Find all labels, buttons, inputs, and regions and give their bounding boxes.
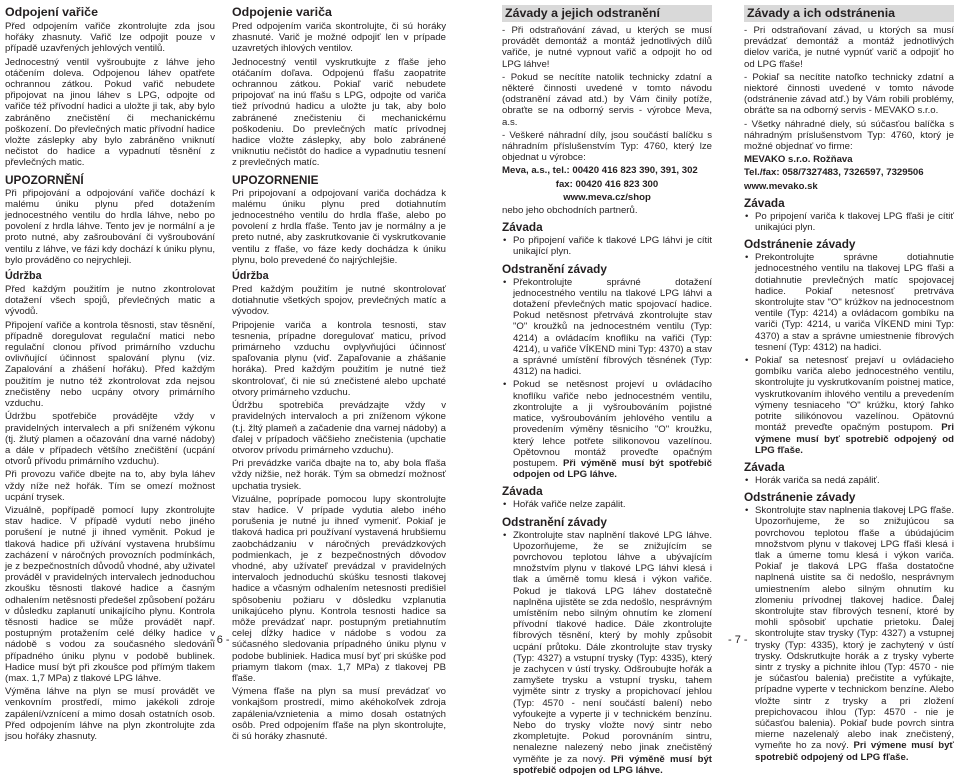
section-heading: Odpojení vařiče (5, 5, 98, 19)
manufacturer-fax: fax: 00420 416 823 300 (555, 178, 659, 190)
fault-heading: Závada (502, 220, 543, 235)
list-item (744, 505, 954, 763)
column-slovak-troubleshooting (744, 5, 954, 763)
fault-list (502, 235, 712, 257)
paragraph: Pred každým použitím je nutné skontrolovať dotiahnutie všetkých spojov, prevlečných matíc a vývodov. (232, 284, 446, 318)
fault-list (502, 499, 712, 510)
fix-text: Zkontrolujte stav naplnění tlakové LPG láhve. Upozorňujeme, že se znižujícím se povrchovou teplotou láhve a ubývajícím množstvím plynu v tlakové LPG láhvi klesá i tlak a úměrně tomu klesá i výkon vařiče. Pokud je tlaková LPG láhev dostatečně naplněna ujistěte se zda nedošlo, nesprávným umístěním nebo silným ohnutím ke zlomení přívodní tlakové hadice. Dále zkontrolujte fíbrových těsnění, který by mohly způsobit ucpání průtoku. Dále zkontrolujte stav trysky (Typ: 4327) a vstupní trysky (Typ: 4335), který je zachycen v ústí trysky. Odšroubujte hořák a zamyšete trysku a vstupní trysku, tahem vyjměte sintr z trysky a propichovací jehlou (Typ: 4570 - není součástí balení) nebo vyfoukejte a vyperte ji v technickém benzínu. Nebo do trysky vložte nový sintr nebo zkompletujte. Pokud porovnáním sintru, nenalezne nalezený nebo jinak znečistěný vyměňte je za nový. (513, 529, 712, 765)
list-item: • Po pripojení variča k tlakovej LPG fľaši je cítiť unikajúci plyn. (744, 211, 954, 233)
list-item: • Po připojení vařiče k tlakové LPG láhvi je cítit unikající plyn. (502, 235, 712, 257)
fault-list (744, 211, 954, 233)
fault-heading: Závada (502, 484, 543, 499)
paragraph: Vizuálně, popřípadě pomocí lupy zkontrolujte stav hadice. V případě vydutí nebo jiného porušení je nutné ji ihned vyměnit. Pokud je tlaková hadice při užívání vystavena hrubšímu zacházení v náročných provozních podmínkách, je z bezpečnostních důvodů vhodné, aby uživatel prováděl v pravidelných intervalech jednoduchou zkoušku těsnosti tlakové hadice a časným odhalením netěsnosti předešel způsobení požáru v důsledku zaplanutí unikajícího plynu. Kontrola těsnosti hadice se může provádět např. postupným protažením celé délky hadice v nádobě s vodou za současného sledování případného úniku plynu v podobě bublinek. Hadice musí být při zkoušce pod přímým tlakem (max. 1,7 MPa) z tlakové LPG láhve. (5, 504, 215, 684)
fix-heading: Odstranění závady (502, 514, 607, 529)
list-item: - Při odstraňování závad, u kterých se musí provádět demontáž a montáž jednotlivých dílů vařiče, je nutné vypnout vařič a odpojit ho od LPG láhve! (502, 25, 712, 70)
warning-text: Pri výmene musí byť spotrebič odpojený od LPG fľaše. (755, 422, 954, 456)
paragraph: Pri prevádzke variča dbajte na to, aby bola fľaša vždy nižšie, než horák. Tým sa obmedzí možnosť upchatia trysiek. (232, 458, 446, 492)
paragraph: Připojení vařiče a kontrola těsnosti, stav těsnění, případně doregulovat regulační matici nebo regulační clonou přívod primárního vzduchu ovlivňující účinnost spalování plynu (viz. Zapalování a zhášení hořáku). Před každým použitím je nutno též zkontrolovat zda nejsou znečistěny nebo ucpány otvory primárního vzduchu. (5, 319, 215, 410)
distributor-contact: MEVAKO s.r.o. Rožňava (744, 154, 853, 166)
list-item: • Hořák vařiče nelze zapálit. (502, 499, 712, 510)
warning-heading: UPOZORNENIE (232, 172, 319, 187)
paragraph: Pri pripojovaní a odpojovaní variča dochádza k malému úniku plynu pred dotiahnutím jednocestného ventilu do hrdla fľaše, alebo po povolení z hrdla fľaše. Tento jav je normálny a je preto nutné, aby zaskrutkovanie či vyskrutkovanie ventilu z fľaše, vo fáze kedy dochádza k úniku plynu, bolo prevedené čo najrýchlejšie. (232, 187, 446, 266)
section-heading: Závady a jejich odstranění (505, 6, 660, 20)
warning-text: Při výměně musí být spotřebič odpojen od LPG láhve. (513, 457, 712, 481)
list-item: • Prekontrolujte správne dotiahnutie jednocestného ventilu na tlakovej LPG fľaši a dotiahnutie prevlečných matíc spojovacej hadice. Pokiaľ netesnosť pretrváva skontrolujte stav "O" krúžkov na jednocestnom ventile (Typ: 4214) a ovládacom gombíku na variči (Typ: 4214, u variča VÍKEND mini Typ: 4370) a stav a správne umiestnenie fíbrových tesnení (Typ: 4312) na hadici. (744, 252, 954, 353)
page-number-left: - 6 - (210, 634, 230, 646)
paragraph: Údržbu spotrebiča prevádzajte vždy v pravidelných intervaloch a pri zníženom výkone (t.j. žltý plameň a začadenie dna varnej nádoby) a ďalej v prípadoch väčšieho znečistenia (upchatie otvorov prívodu primárneho vzduchu). (232, 400, 446, 456)
section-heading: Odpojenie variča (232, 5, 332, 19)
fix-list (502, 530, 712, 776)
warning-heading: UPOZORNĚNÍ (5, 172, 84, 187)
fault-list (744, 475, 954, 486)
paragraph: Jednocestný ventil vyskrutkujte z fľaše jeho otáčaním doľava. Odpojenú fľašu zaopatrite ochrannou zátkou. Pokiaľ varič nebudete pripojovať na inú fľašu s LPG, odpojte od variča tiež prívodnú hadicu a uložte ju tak, aby bolo zabránené znečisteniu či mechanickému poškodeniu. Do prevlečných matíc prívodnej hadice vložte záslepky, aby bolo zabránené vniknutiu nečistôt do hadice a vypadnutiu tesnení z prevlečných matíc. (232, 56, 446, 169)
list-item: - Veškeré náhradní díly, jsou součástí balíčku s náhradním příslušenstvím Typ: 4760, který lze objednat u výrobce: (502, 129, 712, 164)
fix-heading: Odstránenie závady (744, 490, 856, 505)
section-heading: Údržba (5, 270, 42, 283)
fault-heading: Závada (744, 459, 785, 474)
list-item: • Překontrolujte správné dotažení jednocestného ventilu na tlakové LPG láhvi a dotažení převlečných matic spojovací hadice. Pokud netěsnost přetrvává zkontrolujte stav "O" kroužků na jednocestném ventilu (Typ: 4214) a ovládacím knoflíku na vařiči (Typ: 4214), u vařiče VÍKEND mini Typ: 4370) a stav a správné umístění fíbrových těsnének (Typ: 4312) na hadici. (502, 277, 712, 378)
fix-heading: Odstránenie závady (744, 237, 856, 252)
fix-text: Skontrolujte stav naplnenia tlakovej LPG fľaše. Upozorňujeme, že so znižujúcou sa povrchovou teplotou fľaše a úbúdajúcim množstvom plynu v tlakovej LPG fľaši klesá i tlak a úmerne tomu klesá i výkon variča. Pokiaľ je tlaková LPG fľaša dostatočne naplnená uistite sa či nedošlo, nesprávnym umiestnením alebo silným ohnutím ku zlomeniu prívodnej tlakovej hadice. Ďalej skontrolujte stav fíbrových tesnení, ktoré by mohli spôsobiť upchatie prietoku. Ďalej skontrolujte stav trysky (Typ: 4327) a vstupnej trysky (Typ: 4335), ktorý je zachytený v ústí trysky. Odskrutkujte horák a z trysky vyberte sintr z trysky a pichnite ihlou (Typ: 4570 - nie je súčasťou balenia) prečistite a vyfúkajte, prípadne vyperte v technickom benzíne. Alebo vložte sintr z trysky a pri zložení prepichovacou ihlou (Typ: 4570 - nie je súčasťou balenia). Pokiaľ bude povrch sintra mierne nazelenalý alebo inak znečistený, vymeňte ho za nový. (755, 505, 954, 752)
notes-list (744, 25, 954, 152)
column-czech-troubleshooting (502, 5, 712, 776)
paragraph: Jednocestný ventil vyšroubujte z láhve jeho otáčením doleva. Odpojenou láhev opatřete ochrannou zátkou. Pokud vařič nebudete připojovat na jinou láhev s LPG, odpojte od vařiče též přívodní hadici a uložte ji tak, aby bylo zabráněno znečistění či mechanickému poškození. Do převlečných matic přívodní hadice vložte záslepky aby bylo zabráněno vniknutí nečistot do hadice a vypadnutí těsnění z převlečných matic. (5, 56, 215, 169)
paragraph: Pripojenie variča a kontrola tesnosti, stav tesnenia, prípadne doregulovať maticu, prívod primárneho vzduchu ovplyvňujúci účinnosť spaľovania plynu (viď. Zapaľovanie a zhášanie horáka). Pred každým použitím je nutné tiež skontrolovať, či nie sú znečistené alebo upchaté otvory primárneho vzduchu. (232, 319, 446, 398)
fix-text: Pokud se netěsnost projeví u ovládacího knoflíku vařiče nebo jednocestném ventilu, zkontrolujte a ji vyšroubováním pojistné matice, vyšroubováním jehlového ventilu a provedením výměny těsnicího "O" kroužku, který lehce potřete silikonovou vazelínou. Opětovnou montáž proveďte opačným postupem. (513, 379, 712, 469)
list-item: - Pokiaľ sa necítite natoľko technicky zdatní a niektoré činnosti uvedené v tomto návode (odstránenie závad atď.) by Vám robili problémy, obráťte sa na odborný servis - MEVAKO s.r.o. (744, 71, 954, 117)
fault-heading: Závada (744, 195, 785, 210)
list-item (502, 379, 712, 480)
list-item: • Horák variča sa nedá zapáliť. (744, 475, 954, 486)
list-item (502, 530, 712, 776)
paragraph: Při připojování a odpojování vařiče dochází k malému úniku plynu před dotažením jednocestného ventilu do hrdla láhve, nebo po povolení z hrdla láhve. Tento jev je normální a je proto nutné, aby zašroubování či vyšroubování ventilu z láhve, ve fázi kdy dochází k úniku plynu, bylo prováděno co nejrychleji. (5, 187, 215, 266)
paragraph: Výměna láhve na plyn se musí provádět ve venkovním prostředí, mimo jakékoli zdroje zapálení/vznícení a mimo dosah ostatních osob. Před odpojením láhve na plyn zkontrolujte zda jsou hořáky zhasnuty. (5, 686, 215, 742)
warning-text: Při výměně musí být spotřebič odpojen od LPG láhve. (513, 753, 712, 776)
list-item: - Pri odstraňovaní závad, u ktorých sa musí prevádzať demontáž a montáž jednotlivých dielov variča, je nutné vypnúť varič a odpojiť ho od LPG fľaše! (744, 25, 954, 70)
fix-heading: Odstranění závady (502, 261, 607, 276)
paragraph: Pred odpojením variča skontrolujte, či sú horáky zhasnuté. Varič je možné odpojiť len v prípade uzavretých ihlových ventilov. (232, 21, 446, 55)
fix-list (744, 252, 954, 456)
fix-text: Pokiaľ sa netesnosť prejaví u ovládacieho gombíku variča alebo jednocestného ventilu, skontrolujte ju vyskrutkovaním poistnej matice, vyskrutkovaním ihlového ventilu a prevedením výmeny tesniaceho "O" krúžku, ktorý ľahko potrite silikónovou vazelínou. Opätovnú montáž preveďte opačným postupom. (755, 355, 954, 434)
paragraph: Před každým použitím je nutno zkontrolovat dotažení všech spojů, převlečných matic a vývodů. (5, 284, 215, 318)
fix-list (502, 277, 712, 481)
fix-list (744, 505, 954, 763)
section-heading: Údržba (232, 270, 269, 283)
list-item: - Pokud se necítíte natolik technicky zdatní a některé činnosti uvedené v tomto návodu (odstranění závad atd.) by Vám činily potíže, obraťte se na odborný servis - výrobce Meva, a.s. (502, 71, 712, 128)
notes-list (502, 25, 712, 163)
paragraph: Vizuálne, poprípade pomocou lupy skontrolujte stav hadice. V prípade vydutia alebo iného porušenia je nutné ju ihneď vymeniť. Pokiaľ je tlaková hadica pri používaní vystavená hrubšiemu zaobchádzaniu v náročných prevádzkových podmienkach, je z bezpečnostných dôvodov vhodné, aby užívateľ prevádzal v pravidelných intervaloch jednoduchú skúšku tesnosti tlakovej hadice a včasným odhalením netesnosti predišiel spôsobeniu požiaru v dôsledku vzplanutia unikajúceho plynu. Kontrola tesnosti hadice sa môže prevádzať napr. postupným pretiahnutím celej dĺžky hadice v nádobe s vodou za súčasného sledovania prípadného úniku plynu v podobe bubliniek. Hadica musí byť pri skúške pod priamym tlakom (max. 1,7 MPa) z tlakovej PB fľaše. (232, 493, 446, 684)
paragraph: Výmena fľaše na plyn sa musí prevádzať vo vonkajšom prostredí, mimo akéhokoľvek zdroja zapálenia/vznietenia a mimo dosah ostatných osôb. Pred odpojením fľaše na plyn skontrolujte, či sú horáky zhasnuté. (232, 686, 446, 742)
section-heading-band (502, 5, 712, 22)
paragraph: Před odpojením vařiče zkontrolujte zda jsou hořáky zhasnuty. Vařič lze odpojit pouze v případě uzavřených jehlových ventilů. (5, 21, 215, 55)
paragraph: Při provozu vařiče dbejte na to, aby byla láhev vždy níže než hořák. Tím se omezí možnost ucpání trysek. (5, 469, 215, 503)
distributor-web-link[interactable]: www.mevako.sk (744, 180, 818, 192)
section-heading-band (744, 5, 954, 22)
paragraph: nebo jeho obchodních partnerů. (502, 205, 638, 217)
section-heading: Závady a ich odstránenia (747, 6, 896, 20)
list-item: - Všetky náhradné diely, sú súčasťou balíčka s náhradným príslušenstvom Typ: 4760, ktorý je možné objednať vo firme: (744, 118, 954, 153)
manufacturer-shop-link[interactable]: www.meva.cz/shop (563, 191, 651, 203)
manufacturer-contact: Meva, a.s., tel.: 00420 416 823 390, 391, 302 (502, 165, 698, 177)
column-slovak-usage (232, 5, 446, 742)
distributor-phone: Tel./fax: 058/7327483, 7326597, 7329506 (744, 167, 924, 179)
column-czech-usage (5, 5, 215, 742)
warning-text: Pri výmene musí byť spotrebič odpojený od LPG fľaše. (755, 740, 954, 763)
list-item (744, 355, 954, 456)
paragraph: Údržbu spotřebiče provádějte vždy v pravidelných intervalech a při sníženém výkonu (tj. žlutý plamen a očazování dna varné nádoby) a dále v případech většího znečištění (ucpání otvorů přívodu primárního vzduchu). (5, 411, 215, 468)
page-number-right: - 7 - (728, 634, 748, 646)
